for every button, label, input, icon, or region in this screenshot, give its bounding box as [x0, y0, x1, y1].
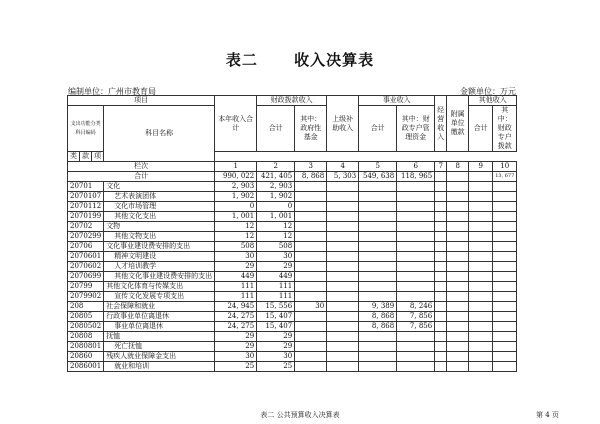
- col-number: 1: [215, 162, 257, 172]
- row-value: [469, 272, 493, 282]
- row-value: 8, 868: [359, 322, 397, 332]
- row-value: [295, 252, 327, 262]
- row-value: [397, 342, 435, 352]
- row-value: [493, 202, 517, 212]
- row-value: [295, 312, 327, 322]
- row-value: [327, 262, 359, 272]
- table-row: [68, 272, 517, 282]
- row-value: 1, 001: [215, 212, 257, 222]
- title-main: 收入决算表: [294, 51, 375, 69]
- row-value: [447, 252, 469, 262]
- row-value: [493, 232, 517, 242]
- row-code: 2079902: [68, 292, 104, 302]
- row-value: [397, 232, 435, 242]
- income-table: [67, 95, 517, 372]
- header-kuan: 款: [80, 152, 92, 162]
- row-value: [447, 322, 469, 332]
- row-value: [447, 262, 469, 272]
- total-value: 421, 405: [257, 172, 295, 182]
- row-value: [327, 332, 359, 342]
- row-value: [359, 242, 397, 252]
- row-value: 508: [257, 242, 295, 252]
- row-value: [435, 322, 447, 332]
- header-other-fund: 其中：财政专户拨款: [493, 106, 517, 152]
- row-value: [435, 192, 447, 202]
- row-value: [327, 222, 359, 232]
- row-value: 15, 556: [257, 302, 295, 312]
- row-code: 2070601: [68, 252, 104, 262]
- row-value: [469, 182, 493, 192]
- row-name: 抚恤: [104, 332, 215, 342]
- footer-caption: 表二 公共预算收入决算表: [260, 411, 340, 419]
- row-value: [493, 302, 517, 312]
- col-number: 9: [469, 162, 493, 172]
- row-value: [435, 292, 447, 302]
- row-value: [435, 222, 447, 232]
- row-value: [327, 242, 359, 252]
- row-value: 29: [257, 332, 295, 342]
- table-row: [68, 362, 517, 372]
- row-value: [447, 292, 469, 302]
- total-value: [469, 172, 493, 182]
- row-value: 0: [215, 202, 257, 212]
- row-value: [327, 202, 359, 212]
- row-value: [295, 342, 327, 352]
- row-value: 12: [215, 232, 257, 242]
- row-value: [493, 332, 517, 342]
- row-value: [397, 262, 435, 272]
- row-value: 15, 407: [257, 322, 295, 332]
- row-value: 12: [215, 222, 257, 232]
- row-value: [295, 282, 327, 292]
- header-other-total: 合计: [469, 106, 493, 152]
- header-business-total: 合计: [359, 106, 397, 152]
- table-row: [68, 242, 517, 252]
- row-value: [327, 192, 359, 202]
- row-code: 2070107: [68, 192, 104, 202]
- table-row: [68, 222, 517, 232]
- row-value: [327, 312, 359, 322]
- row-value: [447, 332, 469, 342]
- row-value: [295, 352, 327, 362]
- row-value: [447, 312, 469, 322]
- row-value: 15, 407: [257, 312, 295, 322]
- row-value: [493, 312, 517, 322]
- row-value: [447, 222, 469, 232]
- row-name: 文物: [104, 222, 215, 232]
- row-code: 20701: [68, 182, 104, 192]
- table-row: [68, 312, 517, 322]
- title-prefix: 表二: [225, 51, 258, 69]
- doc-title: [0, 49, 600, 70]
- row-value: [447, 282, 469, 292]
- row-value: 111: [257, 292, 295, 302]
- row-value: [493, 262, 517, 272]
- table-row: [68, 292, 517, 302]
- col-number: 10: [493, 162, 517, 172]
- row-value: [435, 262, 447, 272]
- row-value: [447, 232, 469, 242]
- compiling-unit: 编制单位：广州市教育局: [68, 87, 156, 96]
- row-value: [295, 192, 327, 202]
- row-code: 2070602: [68, 262, 104, 272]
- total-value: 13, 677: [493, 172, 517, 182]
- row-value: [295, 242, 327, 252]
- row-value: 111: [215, 282, 257, 292]
- total-value: 990, 022: [215, 172, 257, 182]
- row-value: [327, 342, 359, 352]
- row-value: [295, 332, 327, 342]
- row-name: 残疾人就业保障金支出: [104, 352, 215, 362]
- row-name: 宣传文化发展专项支出: [104, 292, 215, 302]
- header-lei: 类: [68, 152, 80, 162]
- table-row: [68, 252, 517, 262]
- row-value: [295, 182, 327, 192]
- row-value: [469, 292, 493, 302]
- grand-total-row: [68, 172, 517, 182]
- row-name: 其他文化支出: [104, 212, 215, 222]
- row-code: 2080502: [68, 322, 104, 332]
- row-value: [435, 302, 447, 312]
- row-value: [435, 252, 447, 262]
- row-value: [327, 272, 359, 282]
- table-row: [68, 322, 517, 332]
- header-fiscal: 财政拨款收入: [257, 96, 327, 106]
- row-value: 2, 903: [215, 182, 257, 192]
- row-value: [493, 272, 517, 282]
- row-value: 30: [215, 352, 257, 362]
- row-value: [327, 302, 359, 312]
- row-value: [469, 332, 493, 342]
- row-name: 事业单位离退休: [104, 322, 215, 332]
- row-value: [397, 192, 435, 202]
- header-xiang: 项: [92, 152, 104, 162]
- row-value: [469, 352, 493, 362]
- row-value: [397, 202, 435, 212]
- row-value: 111: [257, 282, 295, 292]
- row-value: [493, 222, 517, 232]
- header-affiliated: 附属单位缴款: [447, 96, 469, 152]
- row-name: 死亡抚恤: [104, 342, 215, 352]
- row-name: 文化: [104, 182, 215, 192]
- row-value: [327, 232, 359, 242]
- row-value: [435, 362, 447, 372]
- row-value: [447, 272, 469, 282]
- row-value: [397, 362, 435, 372]
- row-value: 24, 945: [215, 302, 257, 312]
- row-value: [359, 332, 397, 342]
- column-number-row: [68, 162, 517, 172]
- table-row: [68, 282, 517, 292]
- header-func-code: 支出功能分类科目编码: [68, 106, 104, 152]
- row-value: [435, 352, 447, 362]
- row-value: [359, 252, 397, 262]
- row-value: 9, 389: [359, 302, 397, 312]
- col-number: 3: [295, 162, 327, 172]
- row-value: [359, 362, 397, 372]
- row-value: 25: [215, 362, 257, 372]
- row-value: 449: [215, 272, 257, 282]
- row-value: [447, 352, 469, 362]
- col-number: 4: [327, 162, 359, 172]
- row-value: [493, 322, 517, 332]
- row-value: [469, 192, 493, 202]
- total-value: 8, 868: [295, 172, 327, 182]
- row-value: 449: [257, 272, 295, 282]
- row-value: 8, 868: [359, 312, 397, 322]
- header-fiscal-total: 合计: [257, 106, 295, 152]
- row-value: [447, 212, 469, 222]
- row-value: 29: [215, 342, 257, 352]
- row-value: 24, 275: [215, 312, 257, 322]
- row-value: [435, 312, 447, 322]
- total-value: 5, 303: [327, 172, 359, 182]
- row-value: [397, 282, 435, 292]
- row-value: [295, 222, 327, 232]
- row-value: [435, 272, 447, 282]
- col-number: 6: [397, 162, 435, 172]
- row-value: 1, 001: [257, 212, 295, 222]
- row-value: 0: [257, 202, 295, 212]
- row-value: [327, 212, 359, 222]
- row-code: 2070199: [68, 212, 104, 222]
- row-value: [359, 182, 397, 192]
- row-value: [359, 192, 397, 202]
- row-value: [295, 262, 327, 272]
- row-value: [469, 212, 493, 222]
- row-value: [493, 212, 517, 222]
- row-value: [295, 292, 327, 302]
- row-value: [447, 192, 469, 202]
- row-value: [469, 262, 493, 272]
- row-name: 社会保障和就业: [104, 302, 215, 312]
- row-value: [295, 212, 327, 222]
- row-value: 12: [257, 222, 295, 232]
- row-code: 20706: [68, 242, 104, 252]
- row-value: [435, 342, 447, 352]
- row-value: [295, 202, 327, 212]
- row-name: 人才培训教学: [104, 262, 215, 272]
- table-row: [68, 192, 517, 202]
- table-row: [68, 332, 517, 342]
- lanci-label: 栏次: [68, 162, 215, 172]
- col-number: 7: [435, 162, 447, 172]
- row-value: [493, 352, 517, 362]
- row-value: [493, 252, 517, 262]
- total-value: [435, 172, 447, 182]
- row-value: [435, 282, 447, 292]
- row-value: 30: [257, 352, 295, 362]
- row-name: 文化市场管理: [104, 202, 215, 212]
- row-value: 24, 275: [215, 322, 257, 332]
- row-value: 29: [257, 262, 295, 272]
- row-value: [327, 282, 359, 292]
- row-value: [359, 272, 397, 282]
- row-value: [435, 202, 447, 212]
- row-name: 文化事业建设费安排的支出: [104, 242, 215, 252]
- row-value: [397, 292, 435, 302]
- row-value: [447, 182, 469, 192]
- table-row: [68, 352, 517, 362]
- col-number: 5: [359, 162, 397, 172]
- row-value: [359, 352, 397, 362]
- table-row: [68, 232, 517, 242]
- row-value: [295, 232, 327, 242]
- row-value: 25: [257, 362, 295, 372]
- header-edu-fund: 其中：财政专户管理资金: [397, 106, 435, 152]
- row-value: [469, 362, 493, 372]
- row-value: [447, 342, 469, 352]
- row-value: [447, 242, 469, 252]
- total-value: 118, 965: [397, 172, 435, 182]
- row-value: [327, 182, 359, 192]
- row-name: 其他文化体育与传媒支出: [104, 282, 215, 292]
- row-value: 7, 856: [397, 312, 435, 322]
- row-value: [295, 322, 327, 332]
- header-operating: 经营收入: [435, 96, 447, 152]
- row-value: [397, 222, 435, 232]
- row-value: [435, 332, 447, 342]
- row-value: [359, 262, 397, 272]
- table-row: [68, 212, 517, 222]
- table-row: [68, 342, 517, 352]
- row-value: [469, 312, 493, 322]
- row-value: [469, 242, 493, 252]
- row-value: [359, 202, 397, 212]
- page-number: 第 4 页: [536, 411, 559, 419]
- row-code: 20799: [68, 282, 104, 292]
- row-value: [295, 362, 327, 372]
- row-value: 1, 902: [215, 192, 257, 202]
- row-value: [493, 362, 517, 372]
- row-name: 就业和培训: [104, 362, 215, 372]
- row-value: [469, 232, 493, 242]
- row-value: [327, 322, 359, 332]
- row-value: [295, 272, 327, 282]
- header-other: 其他收入: [469, 96, 517, 106]
- row-value: [397, 352, 435, 362]
- row-value: 111: [215, 292, 257, 302]
- row-value: [493, 292, 517, 302]
- row-code: 20702: [68, 222, 104, 232]
- row-value: [327, 362, 359, 372]
- row-value: 30: [215, 252, 257, 262]
- row-name: 行政事业单位离退休: [104, 312, 215, 322]
- header-item: 项目: [68, 96, 215, 106]
- row-code: 208: [68, 302, 104, 312]
- row-name: 其他文化事业建设费安排的支出: [104, 272, 215, 282]
- row-value: [359, 342, 397, 352]
- row-value: [359, 222, 397, 232]
- row-value: [447, 302, 469, 312]
- row-code: 2070112: [68, 202, 104, 212]
- grand-total-label: 合计: [68, 172, 215, 182]
- row-value: [493, 342, 517, 352]
- row-code: 20808: [68, 332, 104, 342]
- row-code: 20860: [68, 352, 104, 362]
- row-value: 29: [215, 332, 257, 342]
- row-value: 2, 903: [257, 182, 295, 192]
- row-value: [435, 182, 447, 192]
- row-value: [397, 252, 435, 262]
- row-value: [469, 252, 493, 262]
- row-value: [397, 242, 435, 252]
- row-value: [359, 232, 397, 242]
- row-value: [469, 222, 493, 232]
- header-business: 事业收入: [359, 96, 435, 106]
- col-number: 2: [257, 162, 295, 172]
- row-value: [327, 352, 359, 362]
- row-value: [493, 192, 517, 202]
- row-value: [469, 282, 493, 292]
- row-name: 艺术表演团体: [104, 192, 215, 202]
- row-value: [397, 272, 435, 282]
- row-value: 12: [257, 232, 295, 242]
- row-code: 2086001: [68, 362, 104, 372]
- row-value: 29: [257, 342, 295, 352]
- row-value: [359, 212, 397, 222]
- row-value: 8, 246: [397, 302, 435, 312]
- header-upper-subsidy: 上级补助收入: [327, 96, 359, 152]
- header-fiscal-fund: 其中：政府性基金: [295, 106, 327, 152]
- row-value: [327, 292, 359, 302]
- row-value: 29: [215, 262, 257, 272]
- row-code: 20805: [68, 312, 104, 322]
- header-year-total: 本年收入合计: [215, 96, 257, 152]
- header-subject-name: 科目名称: [104, 106, 215, 162]
- row-value: 30: [295, 302, 327, 312]
- row-value: [469, 302, 493, 312]
- row-value: [447, 202, 469, 212]
- row-value: [435, 232, 447, 242]
- table-row: [68, 302, 517, 312]
- row-value: 30: [257, 252, 295, 262]
- row-value: [397, 332, 435, 342]
- row-value: [493, 182, 517, 192]
- row-value: [469, 322, 493, 332]
- row-code: 2070699: [68, 272, 104, 282]
- col-number: 8: [447, 162, 469, 172]
- row-value: 1, 902: [257, 192, 295, 202]
- row-value: [469, 342, 493, 352]
- row-value: [469, 202, 493, 212]
- row-value: [359, 292, 397, 302]
- row-value: [435, 212, 447, 222]
- total-value: [447, 172, 469, 182]
- row-code: 2070299: [68, 232, 104, 242]
- row-code: 2080801: [68, 342, 104, 352]
- amount-unit: 金额单位：万元: [460, 87, 516, 96]
- row-value: 508: [215, 242, 257, 252]
- row-value: 7, 856: [397, 322, 435, 332]
- row-name: 精神文明建设: [104, 252, 215, 262]
- row-value: [493, 282, 517, 292]
- row-value: [447, 362, 469, 372]
- row-value: [397, 212, 435, 222]
- table-row: [68, 182, 517, 192]
- row-name: 其他文物支出: [104, 232, 215, 242]
- row-value: [435, 242, 447, 252]
- row-value: [493, 242, 517, 252]
- table-row: [68, 202, 517, 212]
- row-value: [327, 252, 359, 262]
- row-value: [359, 282, 397, 292]
- table-row: [68, 262, 517, 272]
- row-value: [397, 182, 435, 192]
- total-value: 549, 638: [359, 172, 397, 182]
